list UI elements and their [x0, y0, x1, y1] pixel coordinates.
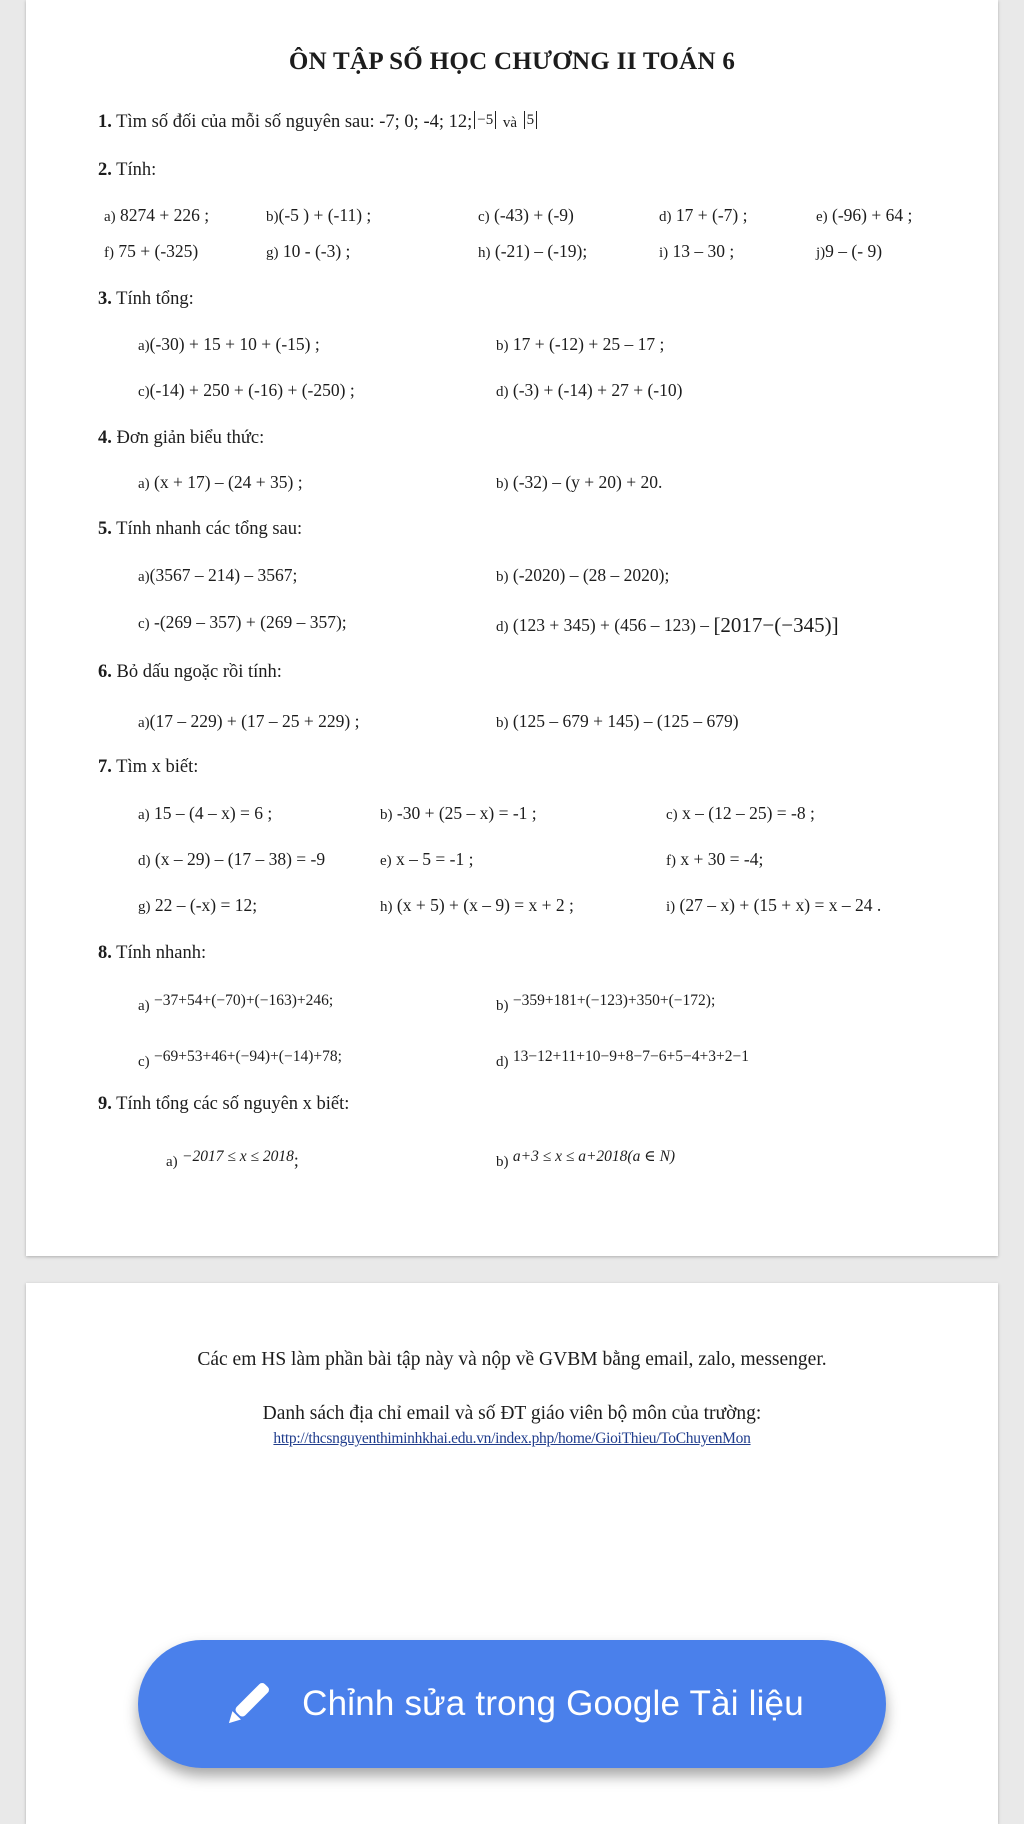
question-text: Tìm số đối của mỗi số nguyên sau: -7; 0; -4; 12;: [116, 112, 473, 132]
exercise-item: a) (x + 17) – (24 + 35) ;: [138, 472, 303, 492]
exercise-item: a)(-30) + 15 + 10 + (-15) ;: [138, 334, 320, 354]
exercise-item: d) (x – 29) – (17 – 38) = -9: [138, 849, 326, 869]
exercise-item: a) 15 – (4 – x) = 6 ;: [138, 803, 273, 823]
question-number: 1.: [98, 112, 112, 132]
question-text: Tính tổng:: [116, 289, 194, 309]
exercise-item: i) (27 – x) + (15 + x) = x – 24 .: [666, 895, 882, 915]
question-8: [98, 943, 206, 964]
fab-label: Chỉnh sửa trong Google Tài liệu: [302, 1684, 804, 1723]
exercise-item: d) (-3) + (-14) + 27 + (-10): [496, 380, 683, 400]
exercise-item: d) (123 + 345) + (456 – 123) – [2017−(−345)]: [496, 613, 839, 637]
exercise-item: d) 13−12+11+10−9+8−7−6+5−4+3+2−1: [496, 1048, 749, 1070]
exercise-item: g) 10 - (-3) ;: [266, 241, 351, 261]
exercise-item: j)9 – (- 9): [816, 241, 883, 261]
exercise-item: a) −37+54+(−70)+(−163)+246;: [138, 992, 334, 1014]
question-number: 2.: [98, 160, 112, 180]
exercise-item: f) 75 + (-325): [104, 241, 199, 261]
contact-link[interactable]: http://thcsnguyenthiminhkhai.edu.vn/index.php/home/GioiThieu/ToChuyenMon: [273, 1430, 751, 1447]
question-number: 6.: [98, 662, 112, 682]
question-text: Đơn giản biểu thức:: [116, 428, 265, 448]
question-4: [98, 428, 264, 449]
exercise-item: b) (-2020) – (28 – 2020);: [496, 565, 670, 585]
exercise-item: a) −2017 ≤ x ≤ 2018;: [166, 1148, 299, 1170]
absolute-value: −5: [474, 111, 496, 129]
question-3: [98, 289, 194, 310]
question-5: [98, 519, 302, 540]
exercise-row: [26, 565, 998, 591]
exercise-row: [26, 612, 998, 638]
question-text: Tính nhanh các tổng sau:: [116, 519, 303, 539]
document-page-1: [26, 0, 998, 1256]
exercise-row: [26, 334, 998, 360]
exercise-item: d) 17 + (-7) ;: [659, 205, 748, 225]
page-title: ÔN TẬP SỐ HỌC CHƯƠNG II TOÁN 6: [288, 48, 736, 75]
exercise-row: [26, 205, 998, 231]
exercise-row: [26, 380, 998, 406]
exercise-item: b) 17 + (-12) + 25 – 17 ;: [496, 334, 665, 354]
question-text: và: [502, 115, 518, 131]
exercise-item: a) 8274 + 226 ;: [104, 205, 210, 225]
exercise-item: b) −359+181+(−123)+350+(−172);: [496, 992, 716, 1014]
question-6: [98, 662, 282, 683]
instruction-text: Các em HS làm phần bài tập này và nộp về GVBM bằng email, zalo, messenger.: [197, 1349, 827, 1370]
question-2: [98, 160, 156, 181]
exercise-row: [26, 711, 998, 737]
exercise-item: b) a+3 ≤ x ≤ a+2018(a ∈ N): [496, 1148, 676, 1170]
exercise-item: c)(-14) + 250 + (-16) + (-250) ;: [138, 380, 355, 400]
pencil-icon: [220, 1676, 276, 1732]
exercise-row: [26, 849, 998, 875]
exercise-item: b) -30 + (25 – x) = -1 ;: [380, 803, 537, 823]
exercise-item: b) (-32) – (y + 20) + 20.: [496, 472, 663, 492]
exercise-item: b)(-5 ) + (-11) ;: [266, 205, 372, 225]
exercise-row: [26, 1050, 998, 1076]
question-text: Tính nhanh:: [116, 943, 207, 963]
exercise-item: a)(3567 – 214) – 3567;: [138, 565, 298, 585]
question-text: Tính tổng các số nguyên x biết:: [116, 1094, 350, 1114]
exercise-item: i) 13 – 30 ;: [659, 241, 735, 261]
exercise-row: [26, 994, 998, 1020]
edit-in-google-docs-button[interactable]: [138, 1640, 886, 1768]
exercise-item: c) −69+53+46+(−94)+(−14)+78;: [138, 1048, 342, 1070]
exercise-row: [26, 1150, 998, 1176]
exercise-row: [26, 241, 998, 267]
exercise-item: b) (125 – 679 + 145) – (125 – 679): [496, 711, 739, 731]
question-number: 4.: [98, 428, 112, 448]
exercise-item: h) (x + 5) + (x – 9) = x + 2 ;: [380, 895, 574, 915]
exercise-row: [26, 895, 998, 921]
exercise-item: c) -(269 – 357) + (269 – 357);: [138, 612, 347, 632]
exercise-item: c) (-43) + (-9): [478, 205, 574, 225]
exercise-item: e) x – 5 = -1 ;: [380, 849, 474, 869]
question-number: 3.: [98, 289, 112, 309]
absolute-value: 5: [524, 111, 538, 129]
exercise-item: g) 22 – (-x) = 12;: [138, 895, 258, 915]
question-number: 8.: [98, 943, 112, 963]
contact-list-text: Danh sách địa chỉ email và số ĐT giáo viên bộ môn của trường:: [262, 1403, 762, 1424]
question-1: [98, 112, 539, 133]
question-number: 7.: [98, 757, 112, 777]
exercise-item: c) x – (12 – 25) = -8 ;: [666, 803, 815, 823]
question-text: Tìm x biết:: [116, 757, 199, 777]
exercise-item: h) (-21) – (-19);: [478, 241, 588, 261]
exercise-item: a)(17 – 229) + (17 – 25 + 229) ;: [138, 711, 360, 731]
exercise-item: e) (-96) + 64 ;: [816, 205, 913, 225]
exercise-item: f) x + 30 = -4;: [666, 849, 764, 869]
question-number: 9.: [98, 1094, 112, 1114]
question-text: Bỏ dấu ngoặc rồi tính:: [116, 662, 282, 682]
question-9: [98, 1094, 349, 1115]
exercise-row: [26, 803, 998, 829]
question-text: Tính:: [116, 160, 157, 180]
question-7: [98, 757, 198, 778]
question-number: 5.: [98, 519, 112, 539]
exercise-row: [26, 472, 998, 498]
